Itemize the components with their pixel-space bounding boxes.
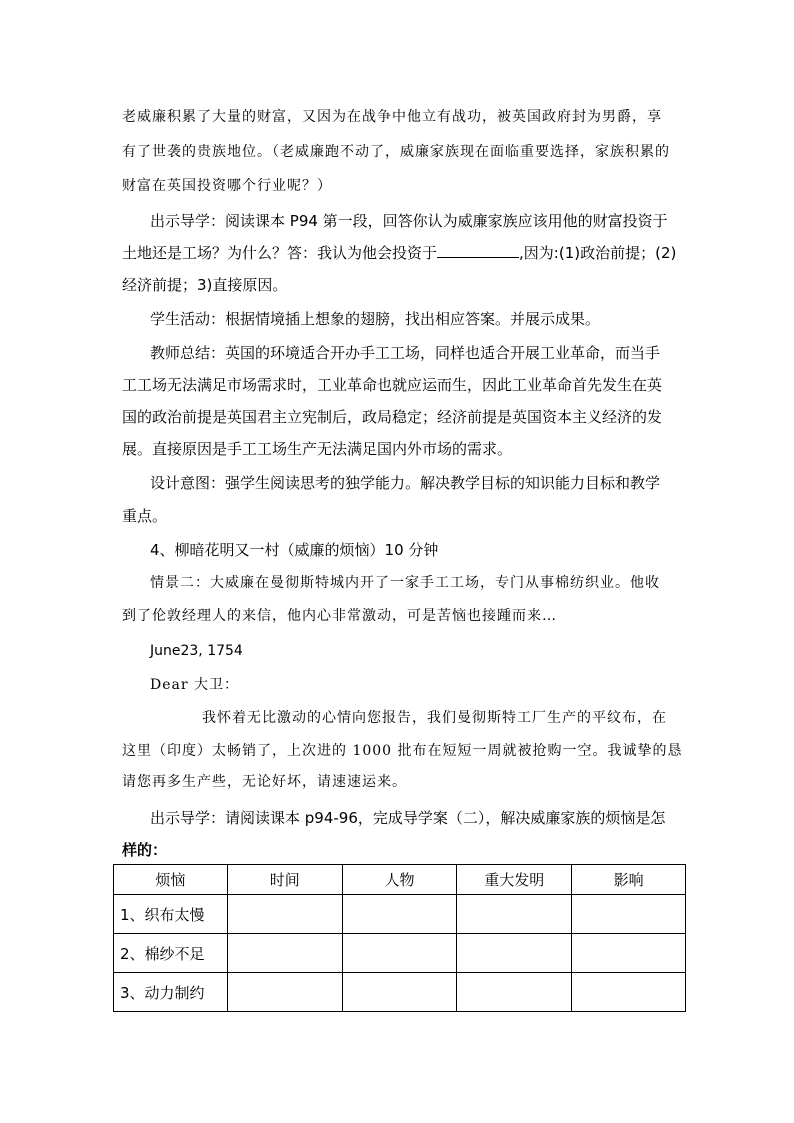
scenario-paragraph-line: 到了伦敦经理人的来信，他内心非常激动，可是苦恼也接踵而来…: [122, 608, 557, 624]
table-cell-input[interactable]: [227, 973, 342, 1012]
section-heading: 4、柳暗花明又一村（威廉的烦恼）10 分钟: [150, 541, 439, 559]
guide-paragraph-line: 出示导学：请阅读课本 p94-96，完成导学案（二），解决威廉家族的烦恼是怎: [150, 809, 666, 827]
table-cell-input[interactable]: [342, 973, 457, 1012]
table-cell-input[interactable]: [342, 895, 457, 934]
table-row: [114, 895, 686, 934]
story-paragraph-line: 老威廉积累了大量的财富，又因为在战争中他立有战功，被英国政府封为男爵，享: [122, 109, 662, 125]
table-header-cell: 烦恼: [114, 865, 228, 895]
table-header-row: [114, 865, 686, 895]
table-cell-input[interactable]: [457, 895, 572, 934]
table-header-cell: 时间: [227, 865, 342, 895]
table-cell-input[interactable]: [572, 973, 686, 1012]
story-paragraph-line: 财富在英国投资哪个行业呢？）: [122, 178, 332, 194]
table-cell-input[interactable]: [572, 934, 686, 973]
summary-paragraph-line: 教师总结：英国的环境适合开办手工工场，同样也适合开展工业革命，而当手: [150, 344, 661, 362]
letter-salutation: Dear 大卫：: [150, 677, 239, 693]
table-cell-input[interactable]: [227, 895, 342, 934]
table-row-label: 2、棉纱不足: [114, 934, 228, 973]
story-paragraph-line: 有了世袭的贵族地位。（老威廉跑不动了，威廉家族现在面临重要选择，家族积累的: [122, 144, 670, 160]
scenario-paragraph-line: 情景二：大威廉在曼彻斯特城内开了一家手工工场，专门从事棉纺织业。他收: [150, 575, 660, 591]
letter-body-line: 请您再多生产些，无论好坏，请速速运来。: [122, 774, 407, 790]
guide-paragraph-line: 经济前提；3)直接原因。: [122, 276, 288, 294]
guide-paragraph-line: 样的：: [122, 841, 168, 859]
answer-blank[interactable]: [437, 243, 519, 258]
summary-paragraph-line: 工工场无法满足市场需求时，工业革命也就应运而生，因此工业革命首先发生在英: [122, 376, 663, 394]
letter-date: June23, 1754: [150, 643, 243, 659]
table-cell-input[interactable]: [342, 934, 457, 973]
table-cell-input[interactable]: [572, 895, 686, 934]
worksheet-table: [113, 864, 686, 1012]
design-intent-line: 设计意图：强学生阅读思考的独学能力。解决教学目标的知识能力目标和教学: [150, 474, 661, 492]
letter-body-line: 我怀着无比激动的心情向您报告，我们曼彻斯特工厂生产的平纹布，在: [202, 710, 667, 726]
table-header-cell: 重大发明: [457, 865, 572, 895]
table-header-cell: 人物: [342, 865, 457, 895]
activity-paragraph-line: 学生活动：根据情境插上想象的翅膀，找出相应答案。并展示成果。: [150, 310, 601, 328]
table-row-label: 3、动力制约: [114, 973, 228, 1012]
table-row-label: 1、织布太慢: [114, 895, 228, 934]
table-row: [114, 973, 686, 1012]
summary-paragraph-line: 展。直接原因是手工工场生产无法满足国内外市场的需求。: [122, 440, 513, 458]
guide-paragraph-line: 出示导学：阅读课本 P94 第一段，回答你认为威廉家族应该用他的财富投资于: [150, 212, 668, 230]
design-intent-line: 重点。: [122, 507, 168, 525]
guide-paragraph-line: [122, 243, 708, 263]
letter-body-line: 这里（印度）太畅销了，上次进的 1000 批布在短短一周就被抢购一空。我诚挚的恳: [122, 743, 683, 759]
table-row: [114, 934, 686, 973]
table-cell-input[interactable]: [457, 934, 572, 973]
guide-question-text: 土地还是工场？为什么？答：我认为他会投资于: [122, 244, 438, 262]
table-header-cell: 影响: [572, 865, 686, 895]
summary-paragraph-line: 国的政治前提是英国君主立宪制后，政局稳定；经济前提是英国资本主义经济的发: [122, 408, 663, 426]
guide-question-text-cont: ,因为:(1)政治前提；(2): [519, 244, 677, 262]
table-cell-input[interactable]: [457, 973, 572, 1012]
table-cell-input[interactable]: [227, 934, 342, 973]
